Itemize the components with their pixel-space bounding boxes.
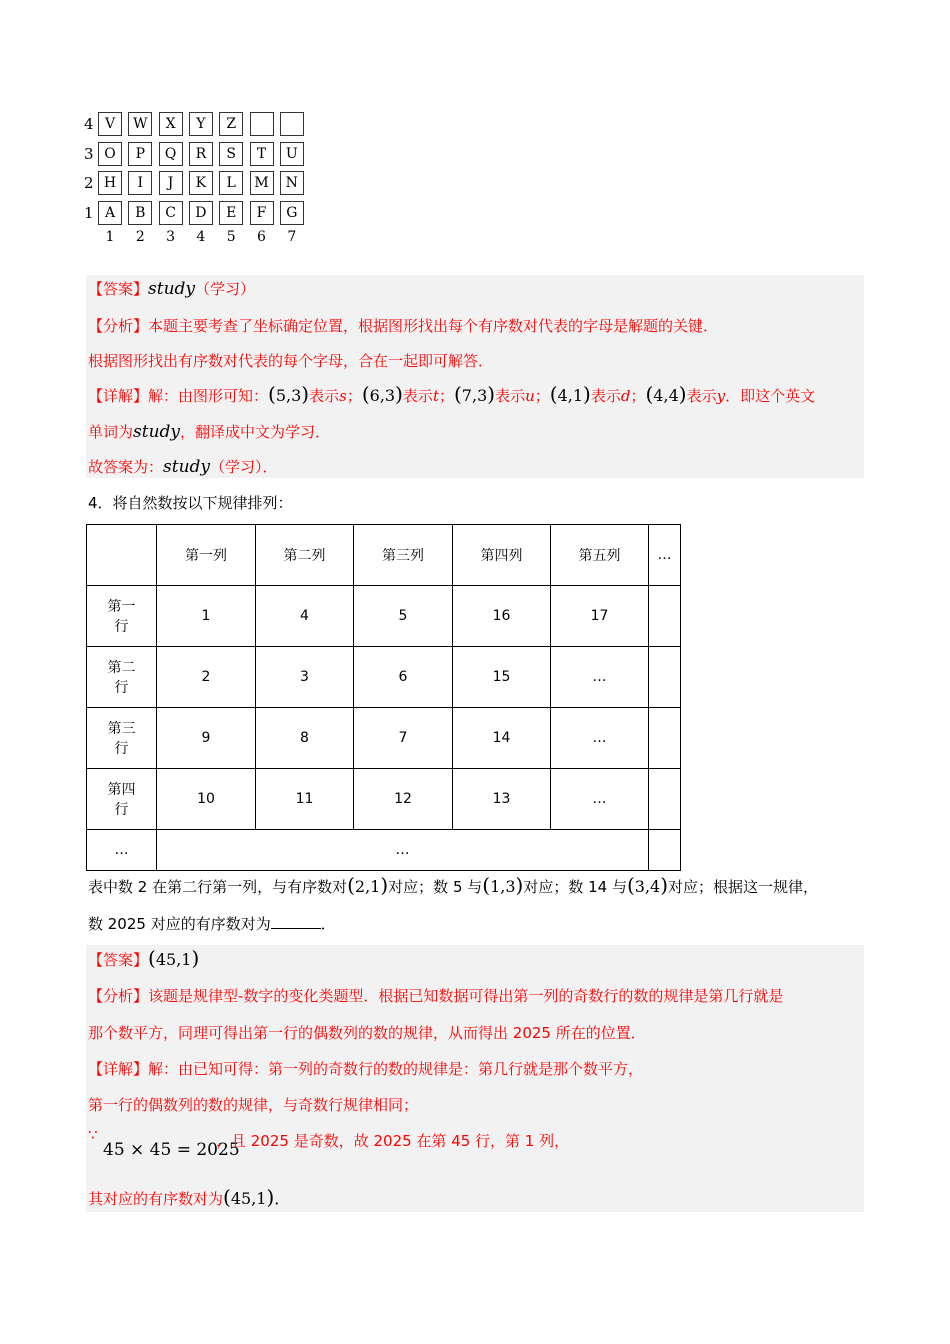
table-cell: 7 bbox=[354, 708, 453, 769]
q4-answer-line: 【答案】(45,1) bbox=[88, 946, 200, 970]
grid-cell: Y bbox=[189, 112, 213, 136]
table-cell: 8 bbox=[256, 708, 354, 769]
table-cell: 12 bbox=[354, 769, 453, 830]
grid-col-label: 2 bbox=[135, 229, 145, 245]
grid-row-label: 3 bbox=[84, 144, 94, 163]
table-cell: 6 bbox=[354, 647, 453, 708]
table-cell: 5 bbox=[354, 586, 453, 647]
grid-cell: L bbox=[219, 171, 243, 195]
table-cell: 16 bbox=[453, 586, 551, 647]
grid-row bbox=[84, 112, 314, 136]
grid-cell: X bbox=[159, 112, 183, 136]
table-cell: 3 bbox=[256, 647, 354, 708]
table-header-cell bbox=[87, 525, 157, 586]
grid-col-label: 7 bbox=[287, 229, 297, 245]
grid-cell: G bbox=[280, 201, 304, 225]
grid-cell: J bbox=[159, 171, 183, 195]
grid-cell: S bbox=[219, 142, 243, 166]
equation-tail: ，且 2025 是奇数，故 2025 在第 45 行，第 1 列， bbox=[216, 1132, 570, 1150]
grid-row-label: 2 bbox=[84, 174, 94, 192]
table-header-cell: … bbox=[649, 525, 681, 586]
q4-stem-line: 表中数 2 在第二行第一列，与有序数对(2,1)对应；数 5 与(1,3)对应；数 14 与(3,4)对应；根据这一规律， bbox=[88, 873, 819, 897]
q4-stem-line-2: 数 2025 对应的有序数对为 ． bbox=[88, 915, 336, 933]
grid-cell: Z bbox=[219, 112, 243, 136]
table-header-cell: 第五列 bbox=[551, 525, 649, 586]
table-header-cell: 第四列 bbox=[453, 525, 551, 586]
q4-analysis-line: 【分析】该题是规律型-数字的变化类题型．根据已知数据可得出第一列的奇数行的数的规律是第几行就是 bbox=[88, 987, 784, 1005]
ordered-pair-item: (5,3)表示s； bbox=[268, 382, 362, 406]
grid-cell: A bbox=[98, 201, 122, 225]
grid-cell: W bbox=[128, 112, 152, 136]
table-row-header: 第三行 bbox=[87, 708, 157, 769]
q4-title: 4．将自然数按以下规律排列： bbox=[88, 494, 293, 512]
table-cell: 14 bbox=[453, 708, 551, 769]
equation: 45 × 45 = 2025 bbox=[103, 1140, 240, 1160]
table-cell: … bbox=[551, 647, 649, 708]
letter-grid bbox=[84, 112, 314, 247]
table-cell: 13 bbox=[453, 769, 551, 830]
q3-detail-line: 【详解】解：由图形可知：(5,3)表示s；(6,3)表示t；(7,3)表示u；(4,1)表示d；(4,4)表示y．即这个英文 bbox=[88, 382, 816, 406]
grid-cell: V bbox=[98, 112, 122, 136]
q4-detail-line-2: 第一行的偶数列的数的规律，与奇数行规律相同； bbox=[88, 1096, 419, 1114]
grid-row-label: 4 bbox=[84, 115, 94, 133]
table-cell bbox=[649, 769, 681, 830]
table-cell bbox=[649, 586, 681, 647]
grid-row bbox=[84, 201, 314, 225]
grid-cell: P bbox=[128, 142, 152, 166]
answer-blank bbox=[271, 914, 321, 929]
grid-cell: O bbox=[98, 142, 122, 166]
q4-final-line: 其对应的有序数对为(45,1)． bbox=[88, 1185, 291, 1209]
table-row bbox=[87, 830, 681, 871]
table-cell: 10 bbox=[157, 769, 256, 830]
table-row-header: 第二行 bbox=[87, 647, 157, 708]
table-cell: 4 bbox=[256, 586, 354, 647]
because-symbol: ∵ bbox=[88, 1126, 98, 1144]
table-row bbox=[87, 708, 681, 769]
q3-analysis-line-2: 根据图形找出有序数对代表的每个字母，合在一起即可解答． bbox=[88, 352, 494, 370]
grid-row-label: 1 bbox=[84, 203, 94, 222]
grid-cell bbox=[250, 112, 274, 136]
table-cell: 17 bbox=[551, 586, 649, 647]
grid-cell bbox=[280, 112, 304, 136]
grid-cell: F bbox=[250, 201, 274, 225]
q3-analysis-line: 【分析】本题主要考查了坐标确定位置，根据图形找出每个有序数对代表的字母是解题的关键． bbox=[88, 317, 719, 335]
grid-col-label: 6 bbox=[257, 229, 266, 245]
table-cell: … bbox=[551, 769, 649, 830]
grid-row bbox=[84, 142, 314, 166]
table-cell: … bbox=[551, 708, 649, 769]
table-row bbox=[87, 769, 681, 830]
grid-col-label: 4 bbox=[196, 229, 206, 245]
grid-cell: U bbox=[280, 142, 304, 166]
ordered-pair-item: (6,3)表示t； bbox=[361, 382, 454, 406]
grid-cell: D bbox=[189, 201, 213, 225]
table-cell bbox=[649, 830, 681, 871]
table-cell: 2 bbox=[157, 647, 256, 708]
grid-cell: E bbox=[219, 201, 243, 225]
table-row-header: … bbox=[87, 830, 157, 871]
table-cell: 15 bbox=[453, 647, 551, 708]
ordered-pair-item: (7,3)表示u； bbox=[453, 382, 550, 406]
grid-cell: I bbox=[128, 171, 152, 195]
table-header-cell: 第一列 bbox=[157, 525, 256, 586]
grid-cell: C bbox=[159, 201, 183, 225]
table-header-cell: 第三列 bbox=[354, 525, 453, 586]
table-row bbox=[87, 586, 681, 647]
grid-col-label: 5 bbox=[226, 229, 236, 245]
table-cell: … bbox=[157, 830, 649, 871]
grid-cell: Q bbox=[159, 142, 183, 166]
grid-col-label: 1 bbox=[105, 229, 115, 245]
grid-cell: M bbox=[250, 171, 274, 195]
q4-detail-line: 【详解】解：由已知可得：第一列的奇数行的数的规律是：第几行就是那个数平方， bbox=[88, 1060, 644, 1078]
q3-answer-box bbox=[86, 275, 864, 478]
table-cell: 1 bbox=[157, 586, 256, 647]
ordered-pair-item: (4,1)表示d； bbox=[549, 382, 646, 406]
grid-cell: K bbox=[189, 171, 213, 195]
table-header-row bbox=[87, 525, 681, 586]
grid-cell: B bbox=[128, 201, 152, 225]
grid-row bbox=[84, 171, 314, 195]
grid-col-label: 3 bbox=[166, 229, 176, 245]
grid-cell: N bbox=[280, 171, 304, 195]
table-cell: 11 bbox=[256, 769, 354, 830]
table-row-header: 第四行 bbox=[87, 769, 157, 830]
grid-cell: H bbox=[98, 171, 122, 195]
number-table bbox=[86, 524, 681, 871]
table-cell bbox=[649, 708, 681, 769]
q3-answer-line: 【答案】study（学习） bbox=[88, 279, 256, 299]
q3-final-line: 故答案为：study（学习）． bbox=[88, 457, 278, 477]
table-header-cell: 第二列 bbox=[256, 525, 354, 586]
grid-cell: R bbox=[189, 142, 213, 166]
grid-cell: T bbox=[250, 142, 274, 166]
table-cell bbox=[649, 647, 681, 708]
q4-analysis-line-2: 那个数平方，同理可得出第一行的偶数列的数的规律，从而得出 2025 所在的位置． bbox=[88, 1024, 646, 1042]
ordered-pair-item: (4,4)表示y． bbox=[645, 382, 741, 406]
table-row bbox=[87, 647, 681, 708]
table-row-header: 第一行 bbox=[87, 586, 157, 647]
q3-detail-line-2: 单词为study，翻译成中文为学习． bbox=[88, 422, 331, 442]
table-cell: 9 bbox=[157, 708, 256, 769]
